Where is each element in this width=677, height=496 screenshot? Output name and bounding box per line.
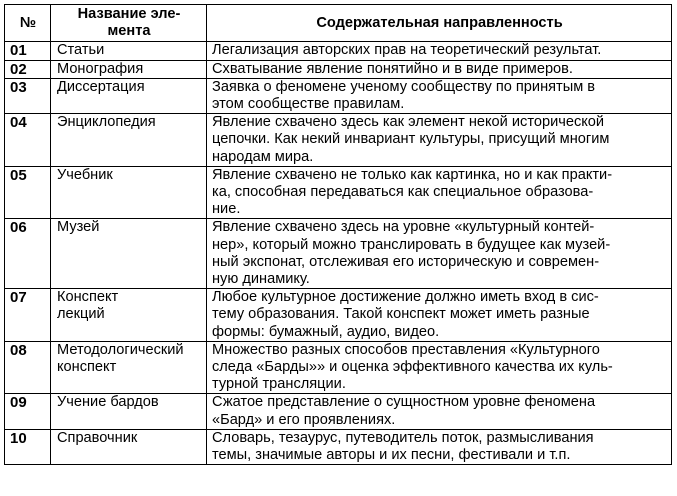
element-name (51, 42, 207, 60)
table-row (5, 166, 672, 219)
table-row (5, 341, 672, 394)
content-direction-line: ка, способная передаваться как специальное образова- (212, 184, 594, 201)
element-name-line: Диссертация (57, 78, 145, 95)
element-name (51, 289, 207, 342)
content-direction-line: ную динамику. (212, 271, 310, 288)
content-direction-line: Сжатое представление о сущностном уровне феномена (212, 394, 596, 411)
content-direction-line: Схватывание явление понятийно и в виде примеров. (212, 60, 573, 77)
table-row (5, 42, 672, 60)
content-direction-line: следа «Барды»» и оценка эффективного качества их куль- (212, 359, 613, 376)
content-direction (207, 166, 672, 219)
content-direction-line: ный экспонат, отслеживая его историческую и современ- (212, 253, 600, 270)
content-direction-line: Явление схвачено здесь на уровне «культурный контей- (212, 219, 595, 236)
element-name-line: Статьи (57, 42, 105, 59)
table-header-row (5, 5, 672, 42)
row-number: 01 (5, 42, 51, 60)
content-direction-line: народам мира. (212, 148, 314, 165)
content-direction-line: нер», который можно транслировать в будущее как музей- (212, 236, 611, 253)
content-direction-line: темы, значимые авторы и их песни, фестивали и т.п. (212, 447, 571, 464)
content-direction-line: тему образования. Такой конспект может иметь разные (212, 306, 590, 323)
element-name (51, 78, 207, 113)
content-direction (207, 219, 672, 289)
element-name-line: Учение бардов (57, 394, 159, 411)
element-name-line: Учебник (57, 166, 113, 183)
content-direction (207, 114, 672, 167)
table-row (5, 429, 672, 464)
content-direction (207, 78, 672, 113)
element-name (51, 341, 207, 394)
table-row (5, 394, 672, 429)
row-number: 05 (5, 166, 51, 219)
content-direction-line: турной трансляции. (212, 376, 346, 393)
content-direction (207, 429, 672, 464)
content-direction-line: «Бард» и его проявлениях. (212, 411, 396, 428)
content-direction-line: Явление схвачено здесь как элемент некой исторической (212, 114, 605, 131)
element-name-line: лекций (57, 306, 105, 323)
row-number: 06 (5, 219, 51, 289)
row-number: 10 (5, 429, 51, 464)
content-direction (207, 341, 672, 394)
row-number: 09 (5, 394, 51, 429)
content-direction-line: ние. (212, 201, 241, 218)
element-name-line: Конспект (57, 289, 119, 306)
element-name-line: Методологический (57, 341, 184, 358)
content-direction-line: Множество разных способов преставления «Культурного (212, 341, 600, 358)
table-row (5, 289, 672, 342)
elements-table (4, 4, 672, 465)
row-number: 07 (5, 289, 51, 342)
content-direction-line: Словарь, тезаурус, путеводитель поток, размысливания (212, 429, 594, 446)
table-row (5, 78, 672, 113)
content-direction-line: Любое культурное достижение должно иметь вход в сис- (212, 289, 599, 306)
table-row (5, 114, 672, 167)
element-name-line: конспект (57, 359, 117, 376)
content-direction-line: Явление схвачено не только как картинка, но и как практи- (212, 166, 613, 183)
element-name (51, 394, 207, 429)
content-direction (207, 289, 672, 342)
content-direction (207, 60, 672, 78)
header-element-name-line: мента (107, 23, 151, 40)
content-direction-line: Легализация авторских прав на теоретический результат. (212, 42, 602, 59)
row-number: 04 (5, 114, 51, 167)
table-row (5, 60, 672, 78)
header-content-direction: Содержательная направленность (207, 5, 672, 42)
table-row (5, 219, 672, 289)
element-name (51, 219, 207, 289)
element-name (51, 429, 207, 464)
element-name-line: Энциклопедия (57, 114, 156, 131)
content-direction-line: цепочки. Как некий инвариант культуры, присущий многим (212, 131, 610, 148)
content-direction (207, 394, 672, 429)
element-name (51, 166, 207, 219)
element-name-line: Справочник (57, 429, 138, 446)
header-element-name-line: Название эле- (77, 6, 181, 22)
row-number: 03 (5, 78, 51, 113)
header-element-name (51, 5, 207, 42)
element-name-line: Монография (57, 60, 144, 77)
element-name (51, 60, 207, 78)
element-name (51, 114, 207, 167)
header-number: № (5, 5, 51, 42)
content-direction-line: Заявка о феномене ученому сообществу по принятым в (212, 78, 596, 95)
content-direction (207, 42, 672, 60)
content-direction-line: этом сообществе правилам. (212, 96, 405, 113)
element-name-line: Музей (57, 219, 100, 236)
row-number: 08 (5, 341, 51, 394)
row-number: 02 (5, 60, 51, 78)
content-direction-line: формы: бумажный, аудио, видео. (212, 323, 440, 340)
